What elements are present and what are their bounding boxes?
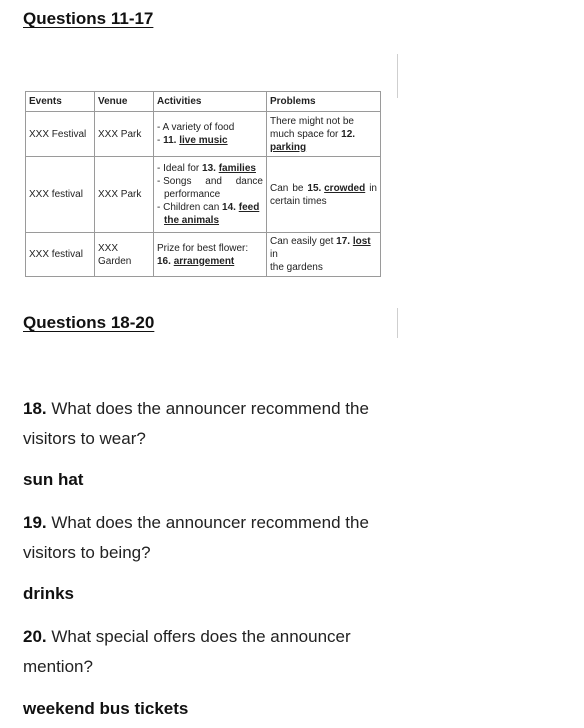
answer-11: live music: [179, 135, 228, 146]
problems-cell: [267, 233, 381, 277]
question-19: 19. What does the announcer recommend the visitors to being?: [23, 513, 369, 562]
problems-cell: There might not be much space for 12. parking: [267, 112, 381, 157]
event-cell: XXX festival: [26, 157, 95, 233]
header-problems: Problems: [267, 92, 381, 112]
answer-14-continued: the animals: [164, 215, 220, 226]
activity-line: performance: [164, 189, 221, 200]
question-20: 20. What special offers does the announcer mention?: [23, 627, 351, 676]
divider: [397, 308, 398, 338]
venue-cell: XXX Park: [95, 157, 154, 233]
activities-cell: [154, 112, 267, 157]
answer-16: arrangement: [173, 255, 235, 267]
divider: [397, 54, 398, 98]
activities-cell: [154, 157, 267, 233]
table-header-row: [26, 92, 381, 112]
event-cell: XXX festival: [26, 233, 95, 277]
problem-line: certain times: [270, 195, 327, 207]
activity-line: - Ideal for 13. families: [157, 163, 256, 174]
activity-line: - A variety of food: [157, 122, 235, 133]
venue-cell: XXX Park: [95, 112, 154, 157]
activity-line: 16. arrangement: [157, 255, 235, 267]
header-events: Events: [26, 92, 95, 112]
event-cell: XXX Festival: [26, 112, 95, 157]
header-activities: Activities: [154, 92, 267, 112]
activities-cell: [154, 233, 267, 277]
venue-cell: XXX Garden: [95, 233, 154, 277]
activity-line: - 11. live music: [157, 135, 228, 146]
section-heading-11-17: Questions 11-17: [23, 9, 154, 28]
problems-cell: [267, 157, 381, 233]
table-row: [26, 233, 381, 277]
table-row: [26, 112, 381, 157]
festival-table: [25, 91, 381, 277]
activity-line: Prize for best flower:: [157, 242, 249, 254]
header-venue: Venue: [95, 92, 154, 112]
problem-line: the gardens: [270, 262, 323, 273]
problem-line: Can easily get 17. lost in: [270, 236, 371, 260]
problem-line: Can be 15. crowded in: [270, 182, 377, 194]
answer-20: weekend bus tickets: [23, 699, 189, 718]
answer-13: families: [218, 163, 256, 174]
activity-line: - Children can 14. feed: [157, 202, 260, 213]
table-row: [26, 157, 381, 233]
answer-17: lost: [352, 236, 371, 247]
answer-19: drinks: [23, 584, 75, 603]
activity-line: - Songs and dance: [157, 176, 263, 187]
answer-12: parking: [270, 141, 307, 153]
question-18: 18. What does the announcer recommend the visitors to wear?: [23, 399, 369, 448]
answer-14: feed: [238, 202, 260, 213]
answer-15: crowded: [324, 182, 366, 194]
answer-18: sun hat: [23, 470, 84, 489]
section-heading-18-20: Questions 18-20: [23, 313, 155, 332]
